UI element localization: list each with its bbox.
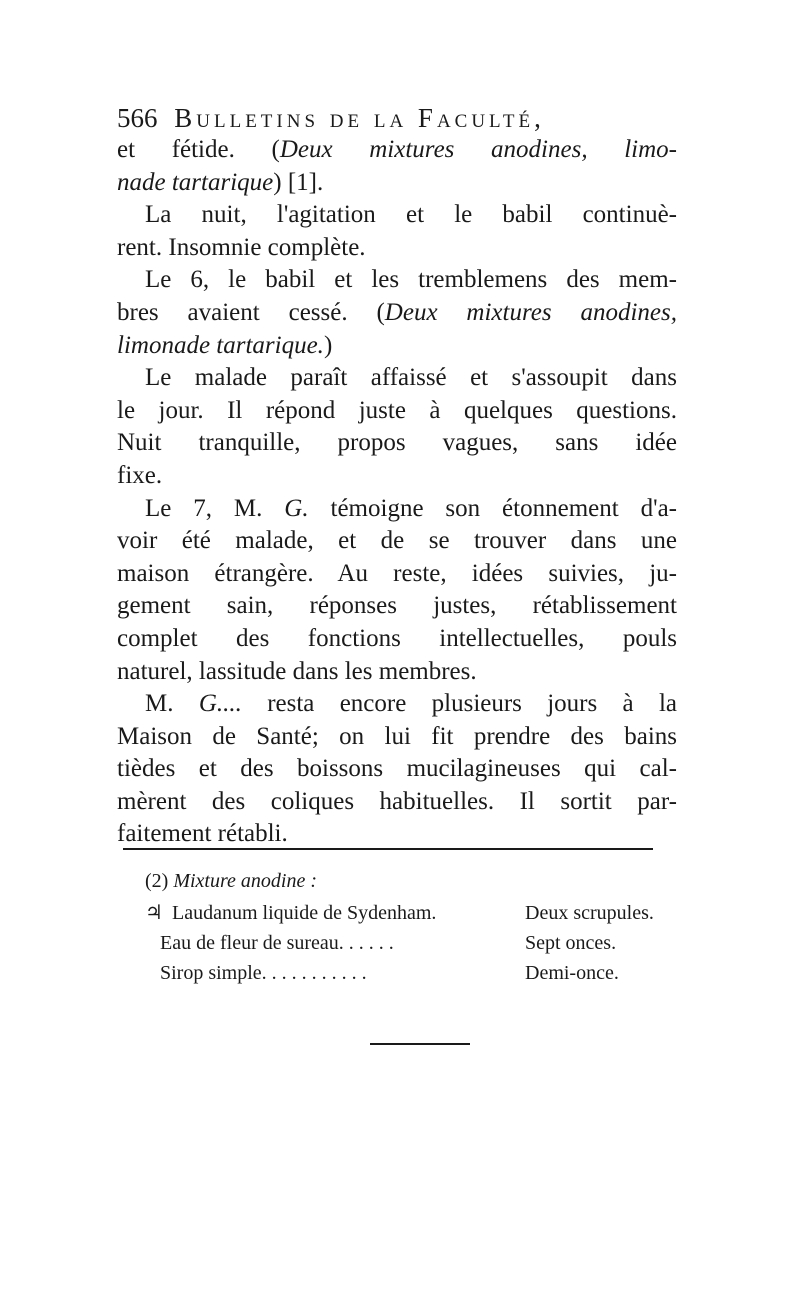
text-line bbox=[117, 134, 677, 167]
prescription-row bbox=[145, 958, 685, 988]
text-segment: bres avaient cessé. ( bbox=[117, 298, 385, 326]
text-segment: M. bbox=[145, 690, 199, 718]
text-line bbox=[117, 786, 677, 819]
text-segment: et fétide. ( bbox=[117, 136, 280, 163]
text-segment: maison étrangère. Au reste, idées suivies, ju- bbox=[117, 559, 677, 587]
prescription-ingredient: Laudanum liquide de Sydenham. bbox=[172, 902, 437, 924]
text-line bbox=[117, 656, 677, 689]
text-segment: resta encore plusieurs jours à la bbox=[241, 690, 678, 718]
prescription-row bbox=[145, 928, 685, 958]
prescription-row bbox=[145, 898, 685, 928]
text-segment: La nuit, l'agitation et le babil continuè- bbox=[145, 201, 677, 229]
running-title: Bulletins de la Faculté, bbox=[174, 103, 545, 133]
footnote-divider bbox=[123, 848, 653, 850]
text-segment: voir été malade, et de se trouver dans une bbox=[117, 527, 677, 555]
text-segment: tièdes et des boissons mucilagineuses qui cal- bbox=[117, 755, 677, 783]
italic-text: G. bbox=[284, 494, 309, 522]
end-ornament-rule bbox=[370, 1043, 470, 1045]
text-line bbox=[117, 362, 677, 395]
jupiter-symbol-icon: ♃ bbox=[145, 902, 163, 924]
text-line bbox=[117, 558, 677, 591]
footnote-heading: Mixture anodine : bbox=[173, 870, 317, 892]
text-line bbox=[117, 199, 677, 232]
prescription-amount: Sept onces. bbox=[525, 932, 617, 954]
text-line bbox=[117, 264, 677, 297]
text-segment: fixe. bbox=[117, 461, 163, 489]
text-line bbox=[117, 330, 677, 363]
footnote-heading-line bbox=[145, 866, 685, 898]
text-line bbox=[117, 721, 677, 754]
page-number: 566 bbox=[117, 103, 158, 133]
body-text bbox=[117, 134, 677, 851]
text-line bbox=[117, 688, 677, 721]
text-segment: mèrent des coliques habituelles. Il sortit par- bbox=[117, 787, 677, 815]
text-segment: Le malade paraît affaissé et s'assoupit dans bbox=[145, 364, 677, 392]
text-line bbox=[117, 818, 677, 851]
text-segment: naturel, lassitude dans les membres. bbox=[117, 657, 477, 685]
prescription-amount: Deux scrupules. bbox=[525, 902, 654, 924]
text-line bbox=[117, 427, 677, 460]
footnote-marker: (2) bbox=[145, 870, 169, 892]
text-segment: Nuit tranquille, propos vagues, sans idée bbox=[117, 429, 677, 457]
italic-text: Deux mixtures anodines, limo- bbox=[279, 136, 677, 163]
italic-text: limonade tartarique. bbox=[117, 331, 324, 359]
prescription-amount: Demi-once. bbox=[525, 962, 619, 984]
text-segment: Maison de Santé; on lui fit prendre des bains bbox=[117, 722, 677, 750]
text-line bbox=[117, 167, 677, 200]
text-line bbox=[117, 590, 677, 623]
prescription-ingredient: Eau de fleur de sureau. . . . . . bbox=[160, 932, 394, 954]
footnote bbox=[145, 866, 685, 988]
text-line bbox=[117, 493, 677, 526]
text-segment: témoigne son étonnement d'a- bbox=[308, 494, 678, 522]
text-line bbox=[117, 297, 677, 330]
text-segment: Le 6, le babil et les tremblemens des mem- bbox=[145, 266, 677, 294]
text-segment: Le 7, M. bbox=[145, 494, 285, 522]
text-line bbox=[117, 623, 677, 656]
italic-text: Deux mixtures anodines, bbox=[384, 298, 677, 326]
text-segment: rent. Insomnie complète. bbox=[117, 233, 366, 261]
text-line bbox=[117, 525, 677, 558]
page-header bbox=[117, 100, 677, 136]
text-segment: faitement rétabli. bbox=[117, 820, 288, 848]
text-line bbox=[117, 753, 677, 786]
text-segment: gement sain, réponses justes, rétablissement bbox=[117, 592, 677, 620]
text-line bbox=[117, 460, 677, 493]
text-segment: ) [1]. bbox=[273, 168, 324, 196]
text-segment: complet des fonctions intellectuelles, pouls bbox=[117, 624, 677, 652]
text-line bbox=[117, 232, 677, 265]
text-segment: le jour. Il répond juste à quelques questions. bbox=[117, 396, 677, 424]
prescription-ingredient: Sirop simple. . . . . . . . . . . bbox=[160, 962, 367, 984]
text-segment: ) bbox=[323, 331, 333, 359]
italic-text: nade tartarique bbox=[117, 168, 274, 196]
italic-text: G.... bbox=[198, 690, 242, 718]
text-line bbox=[117, 395, 677, 428]
